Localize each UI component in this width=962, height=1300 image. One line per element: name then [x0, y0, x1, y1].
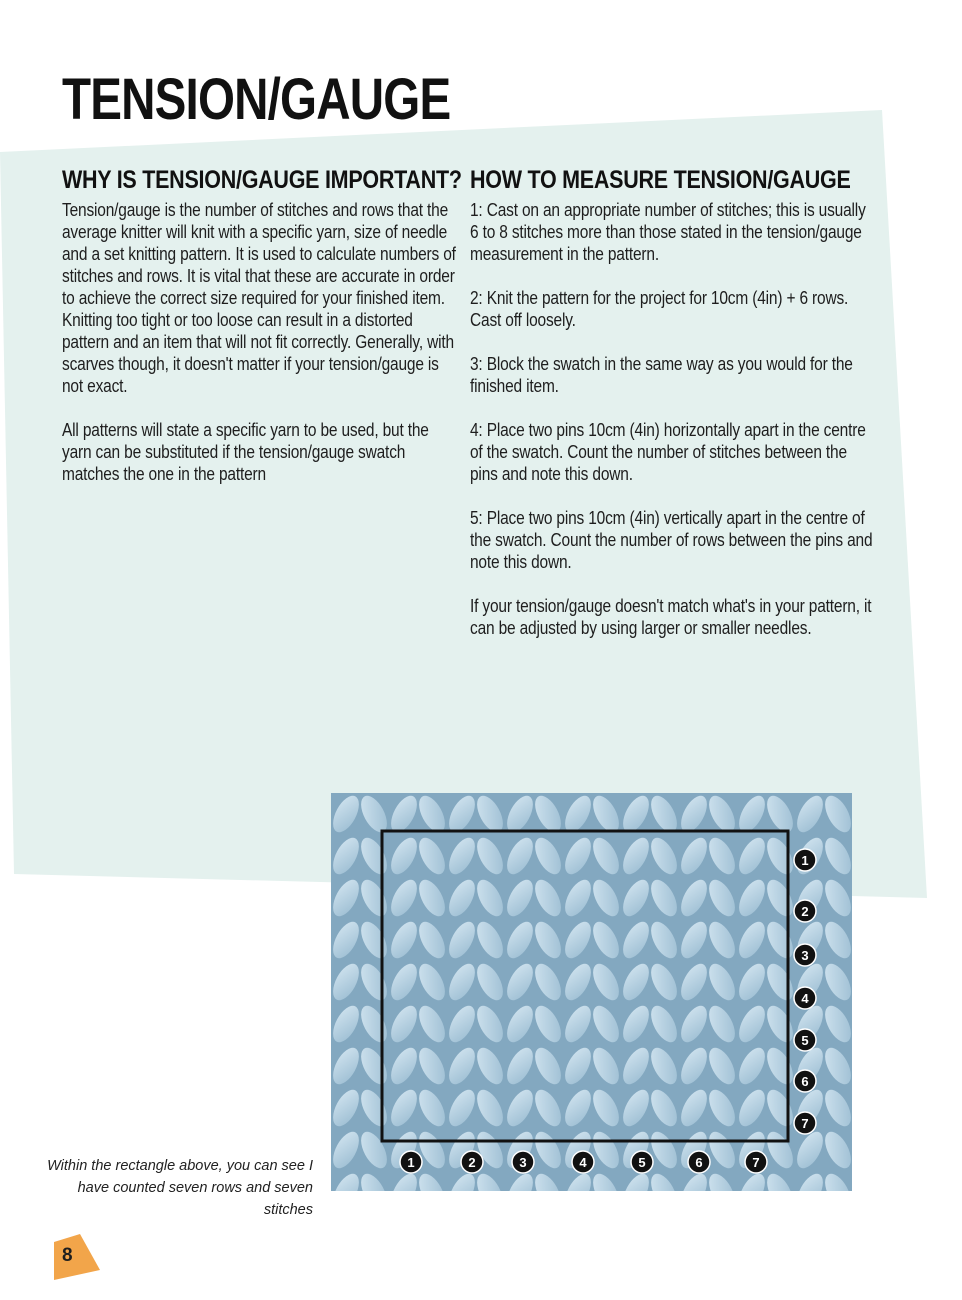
- stitch-marker-7: [745, 1151, 767, 1173]
- svg-text:2: 2: [801, 904, 809, 919]
- svg-text:2: 2: [468, 1155, 476, 1170]
- svg-text:3: 3: [519, 1155, 527, 1170]
- step-3: 3: Block the swatch in the same way as you would for the finished item.: [470, 354, 853, 396]
- svg-text:6: 6: [695, 1155, 703, 1170]
- caption-line-1: Within the rectangle above, you can see I: [47, 1158, 313, 1174]
- step-5: 5: Place two pins 10cm (4in) vertically apart in the centre of the swatch. Count the number of rows between the pins and note this down.: [470, 508, 873, 572]
- how-to-measure-section: [470, 166, 873, 661]
- adjust-note: If your tension/gauge doesn't match what's in your pattern, it can be adjusted by using larger or smaller needles.: [470, 596, 872, 638]
- step-1: 1: Cast on an appropriate number of stitches; this is usually 6 to 8 stitches more than those stated in the tension/gauge measurement in the pattern.: [470, 200, 866, 264]
- page-number-tab: [50, 1232, 104, 1282]
- why-paragraph-1: Tension/gauge is the number of stitches and rows that the average knitter will knit with a specific yarn, size of needle and a set knitting pattern. It is used to calculate numbers of stitches and rows. It is vital that these are accurate in order to achieve the correct size required for your finished item. Knitting too tight or too loose can result in a distorted pattern and an item that will not fit correctly. Generally, with scarves though, it doesn't matter if your tension/gauge is not exact.: [62, 200, 456, 396]
- page-number-shape: [50, 1232, 104, 1282]
- stitch-marker-5: [631, 1151, 653, 1173]
- svg-text:7: 7: [801, 1116, 809, 1131]
- svg-text:4: 4: [579, 1155, 587, 1170]
- why-paragraph-2: All patterns will state a specific yarn to be used, but the yarn can be substituted if the tension/gauge swatch matches the one in the pattern: [62, 420, 429, 484]
- stitch-marker-3: [512, 1151, 534, 1173]
- figure-caption: [30, 1155, 313, 1221]
- caption-line-2: have counted seven rows and seven stitches: [77, 1180, 313, 1218]
- stitch-marker-4: [572, 1151, 594, 1173]
- stitch-marker-2: [461, 1151, 483, 1173]
- svg-text:5: 5: [638, 1155, 646, 1170]
- step-2: 2: Knit the pattern for the project for 10cm (4in) + 6 rows. Cast off loosely.: [470, 288, 849, 330]
- svg-text:1: 1: [407, 1155, 415, 1170]
- row-marker-2: [794, 900, 816, 922]
- svg-text:5: 5: [801, 1033, 809, 1048]
- svg-text:7: 7: [752, 1155, 760, 1170]
- why-important-heading: WHY IS TENSION/GAUGE IMPORTANT?: [62, 166, 462, 194]
- page-number: 8: [62, 1245, 73, 1266]
- row-marker-4: [794, 987, 816, 1009]
- stitch-marker-1: [400, 1151, 422, 1173]
- svg-text:1: 1: [801, 853, 809, 868]
- svg-text:4: 4: [801, 991, 809, 1006]
- step-4: 4: Place two pins 10cm (4in) horizontally apart in the centre of the swatch. Count the number of stitches between the pins and note this down.: [470, 420, 866, 484]
- knitted-swatch-photo: [331, 793, 852, 1191]
- row-marker-7: [794, 1112, 816, 1134]
- svg-text:6: 6: [801, 1074, 809, 1089]
- why-important-section: [62, 166, 462, 507]
- svg-text:3: 3: [801, 948, 809, 963]
- stitch-marker-6: [688, 1151, 710, 1173]
- row-marker-1: [794, 849, 816, 871]
- row-marker-3: [794, 944, 816, 966]
- row-marker-5: [794, 1029, 816, 1051]
- how-to-measure-heading: HOW TO MEASURE TENSION/GAUGE: [470, 166, 851, 194]
- row-marker-6: [794, 1070, 816, 1092]
- page-title: TENSION/GAUGE: [62, 67, 451, 132]
